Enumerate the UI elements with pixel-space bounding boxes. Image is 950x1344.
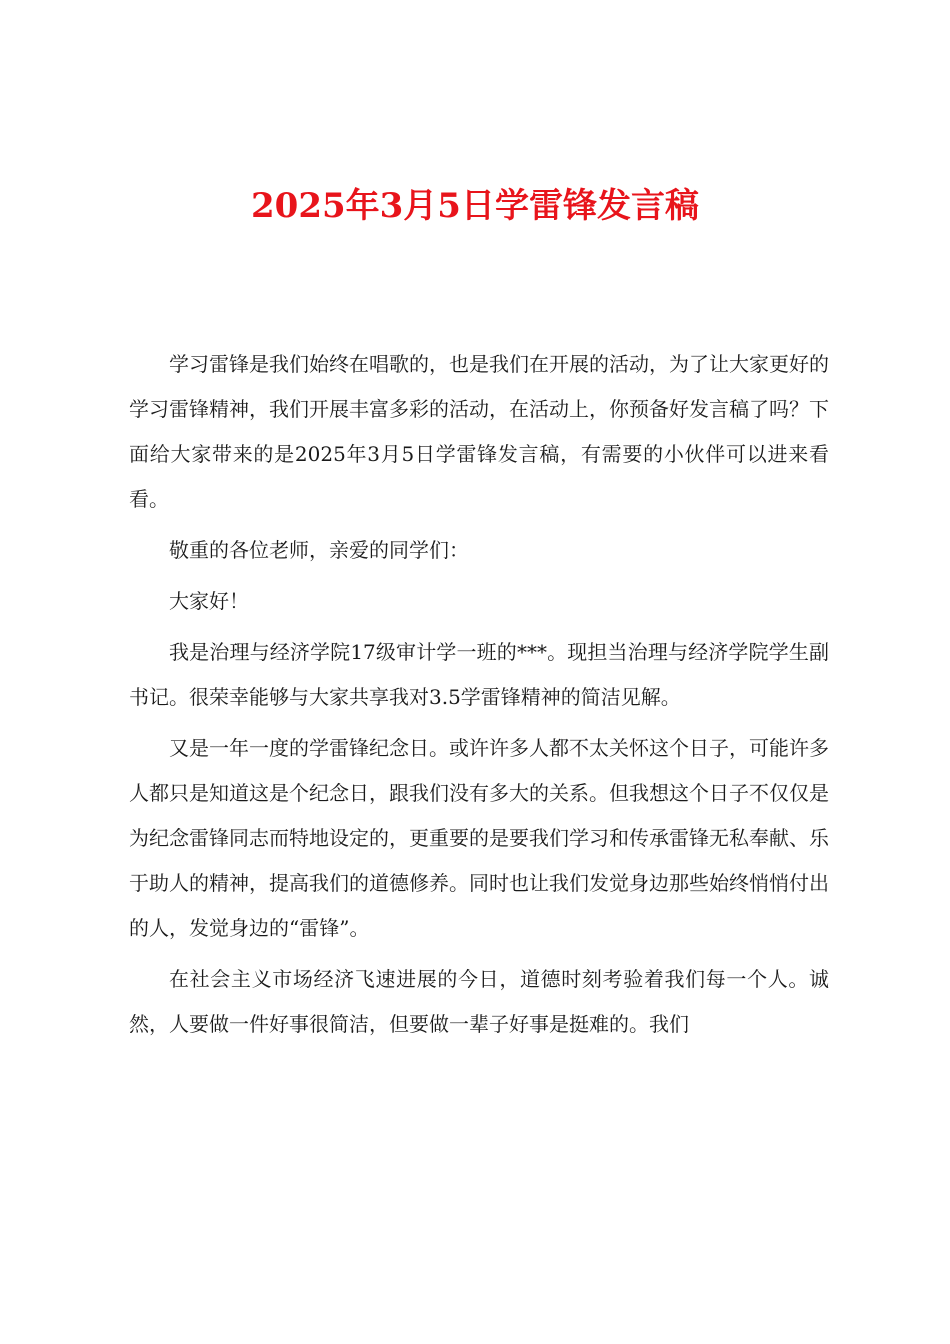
paragraph-salutation: 敬重的各位老师，亲爱的同学们： — [169, 538, 469, 562]
paragraph-self-introduction: 我是治理与经济学院17级审计学一班的***。现担当治理与经济学院学生副书记。很荣幸能够与大家共享我对3.5学雷锋精神的简洁见解。 — [129, 640, 829, 709]
paragraph-commemoration: 又是一年一度的学雷锋纪念日。或许许多人都不太关怀这个日子，可能许多人都只是知道这是个纪念日，跟我们没有多大的关系。但我想这个日子不仅仅是为纪念雷锋同志而特地设定的，更重要的是要我们学习和传承雷锋无私奉献、乐于助人的精神，提高我们的道德修养。同时也让我们发觉身边那些始终悄悄付出的人，发觉身边的“雷锋”。 — [129, 736, 829, 940]
document-body — [129, 342, 829, 1053]
paragraph-greeting: 大家好！ — [169, 589, 249, 613]
document-title: 2025年3月5日学雷锋发言稿 — [251, 186, 699, 226]
paragraph-intro: 学习雷锋是我们始终在唱歌的，也是我们在开展的活动，为了让大家更好的学习雷锋精神，我们开展丰富多彩的活动，在活动上，你预备好发言稿了吗？下面给大家带来的是2025年3月5日学雷锋发言稿，有需要的小伙伴可以进来看看。 — [129, 352, 829, 511]
paragraph-morality: 在社会主义市场经济飞速进展的今日，道德时刻考验着我们每一个人。诚然，人要做一件好事很简洁，但要做一辈子好事是挺难的。我们 — [129, 967, 829, 1036]
